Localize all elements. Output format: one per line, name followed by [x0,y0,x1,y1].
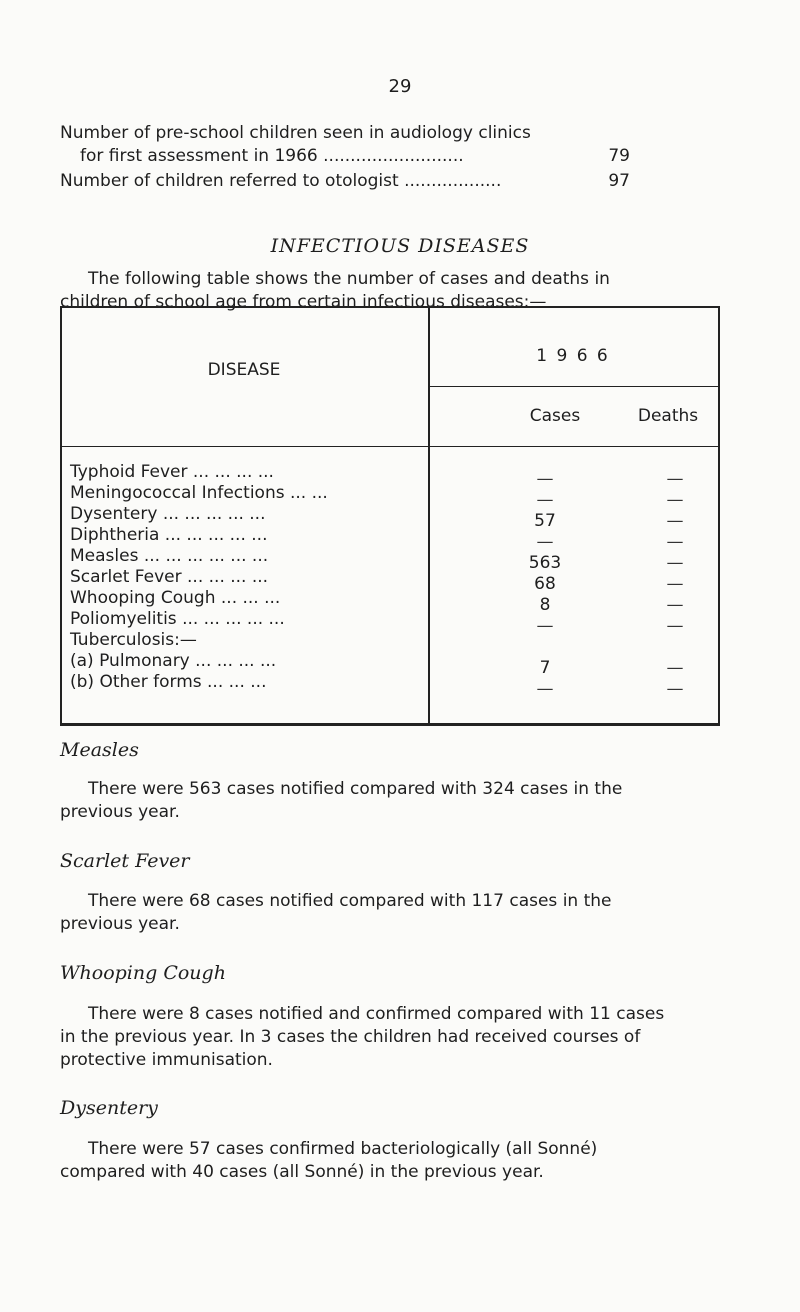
measles-heading: Measles [60,739,139,761]
table-row: Meningococcal Infections ... ... — — [70,483,684,510]
table-row: Scarlet Fever ... ... ... ... 68 — [70,567,684,594]
table-row: (a) Pulmonary ... ... ... ... 7 — [70,651,684,678]
section-title: INFECTIOUS DISEASES [270,235,530,257]
scarlet-fever-paragraph: There were 68 cases notified compared with 117 cases in the previous year. [60,891,612,934]
table-border-right [718,306,720,726]
header-deaths: Deaths [637,406,699,426]
table-year-divider [428,386,718,387]
page-number: 29 [388,76,412,97]
table-row: Tuberculosis:— [70,630,197,650]
whooping-cough-paragraph: There were 8 cases notified and confirmed compared with 11 cases in the previous year. In 3 cases the children had received courses of protective immunisation. [60,1004,665,1070]
header-disease: DISEASE [207,360,281,380]
stat-otologist-label: Number of children referred to otologist .................. [60,171,502,191]
header-cases: Cases [529,406,581,426]
whooping-cough-heading: Whooping Cough [60,962,226,984]
measles-paragraph: There were 563 cases notified compared with 324 cases in the previous year. [60,779,623,822]
table-row: Measles ... ... ... ... ... ... 563 — [70,546,684,573]
stat-audiology-line1: Number of pre-school children seen in audiology clinics [60,123,531,143]
table-border-top [60,306,720,308]
table-row: Dysentery ... ... ... ... ... 57 — [70,504,684,531]
dysentery-heading: Dysentery [60,1097,158,1119]
stat-audiology-line2: for first assessment in 1966 .......................... 79 [80,146,630,166]
table-row: Whooping Cough ... ... ... 8 — [70,588,684,615]
stat-audiology-value: 79 [608,146,630,166]
table-row: Diphtheria ... ... ... ... ... — — [70,525,684,552]
diseases-table [60,306,720,726]
intro-paragraph: The following table shows the number of cases and deaths in children of school age from certain infectious diseases:— [60,269,610,312]
dysentery-paragraph: There were 57 cases confirmed bacteriologically (all Sonné) compared with 40 cases (all Sonné) in the previous year. [60,1139,598,1182]
scarlet-fever-heading: Scarlet Fever [60,850,190,872]
stat-otologist [60,170,630,193]
stat-audiology [60,122,630,168]
table-row: (b) Other forms ... ... ... — — [70,672,684,699]
table-row: Poliomyelitis ... ... ... ... ... — — [70,609,684,636]
stat-otologist-value: 97 [608,171,630,191]
table-row: Typhoid Fever ... ... ... ... — — [70,462,684,489]
header-year: 1 9 6 6 [536,346,610,366]
table-body [70,462,710,699]
table-border-bottom [60,723,720,726]
table-header-divider [60,446,720,447]
